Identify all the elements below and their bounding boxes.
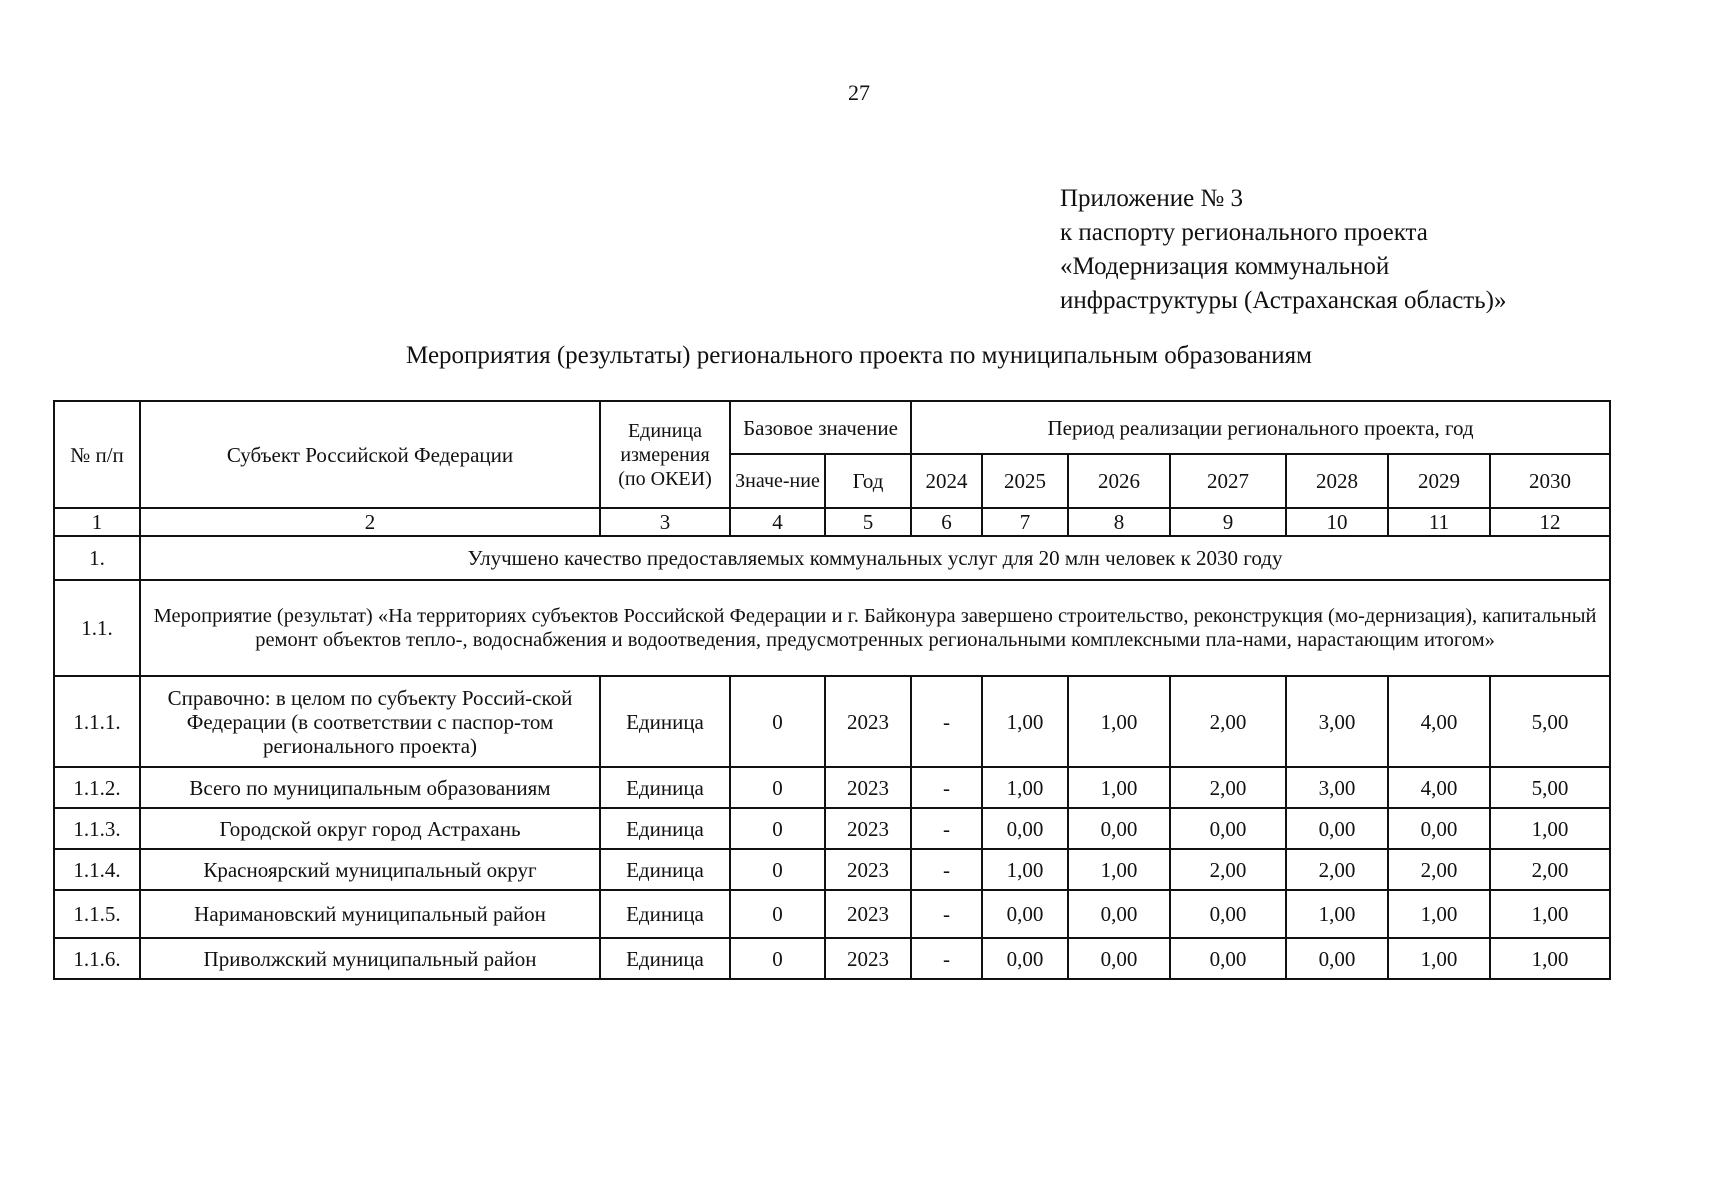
row-num: 1.1.2. [54, 767, 140, 808]
row-unit: Единица [600, 808, 730, 849]
header-year: 2026 [1068, 454, 1170, 508]
goal-text: Улучшено качество предоставляемых коммунальных услуг для 20 млн человек к 2030 году [140, 536, 1610, 580]
table-row [54, 676, 1610, 767]
goal-num: 1. [54, 536, 140, 580]
column-number: 4 [730, 508, 825, 536]
row-name: Справочно: в целом по субъекту Россий-ской Федерации (в соответствии с паспор-том регионального проекта) [140, 676, 600, 767]
header-unit: Единица измерения (по ОКЕИ) [600, 401, 730, 508]
row-base-value: 0 [730, 890, 825, 938]
row-value: 0,00 [1286, 938, 1388, 979]
column-number: 2 [140, 508, 600, 536]
row-value: 2,00 [1170, 676, 1286, 767]
row-value: 0,00 [1170, 808, 1286, 849]
row-base-year: 2023 [825, 676, 911, 767]
row-value: 0,00 [982, 890, 1068, 938]
row-value: 1,00 [1388, 938, 1490, 979]
table-row [54, 938, 1610, 979]
row-name: Красноярский муниципальный округ [140, 849, 600, 890]
row-value: 0,00 [1170, 938, 1286, 979]
column-number: 1 [54, 508, 140, 536]
row-value: 2,00 [1490, 849, 1610, 890]
appendix-line: Приложение № 3 [1060, 185, 1244, 212]
appendix-line: инфраструктуры (Астраханская область)» [1060, 287, 1507, 314]
header-subject: Субъект Российской Федерации [140, 401, 600, 508]
appendix-line: к паспорту регионального проекта [1060, 219, 1428, 246]
row-value: 0,00 [1170, 890, 1286, 938]
row-base-year: 2023 [825, 767, 911, 808]
row-name: Наримановский муниципальный район [140, 890, 600, 938]
row-name: Всего по муниципальным образованиям [140, 767, 600, 808]
header-base: Базовое значение [730, 401, 911, 454]
row-num: 1.1.3. [54, 808, 140, 849]
row-value: 1,00 [1068, 767, 1170, 808]
row-num: 1.1.4. [54, 849, 140, 890]
row-value: 0,00 [982, 938, 1068, 979]
column-number: 5 [825, 508, 911, 536]
column-number: 8 [1068, 508, 1170, 536]
column-number: 3 [600, 508, 730, 536]
header-num: № п/п [54, 401, 140, 508]
table-row [54, 808, 1610, 849]
event-num: 1.1. [54, 580, 140, 676]
row-base-value: 0 [730, 676, 825, 767]
table-row [54, 767, 1610, 808]
results-table [53, 400, 1611, 980]
header-year: 2024 [911, 454, 982, 508]
column-number: 12 [1490, 508, 1610, 536]
table-row [54, 849, 1610, 890]
row-value: 0,00 [1286, 808, 1388, 849]
row-unit: Единица [600, 767, 730, 808]
row-value: 1,00 [1490, 938, 1610, 979]
row-value: 5,00 [1490, 767, 1610, 808]
row-value: 1,00 [982, 676, 1068, 767]
header-year: 2029 [1388, 454, 1490, 508]
row-value: 0,00 [1068, 890, 1170, 938]
column-number: 7 [982, 508, 1068, 536]
header-year: 2025 [982, 454, 1068, 508]
column-number: 9 [1170, 508, 1286, 536]
row-base-year: 2023 [825, 938, 911, 979]
appendix-block [1060, 182, 1506, 318]
table-row [54, 890, 1610, 938]
row-value: 4,00 [1388, 676, 1490, 767]
row-base-year: 2023 [825, 849, 911, 890]
row-base-value: 0 [730, 767, 825, 808]
column-number: 10 [1286, 508, 1388, 536]
row-value: 2,00 [1286, 849, 1388, 890]
row-value: 0,00 [1068, 808, 1170, 849]
row-name: Городской округ город Астрахань [140, 808, 600, 849]
row-unit: Единица [600, 849, 730, 890]
row-base-year: 2023 [825, 890, 911, 938]
appendix-line: «Модернизация коммунальной [1060, 253, 1390, 280]
row-value: 2,00 [1170, 767, 1286, 808]
column-number: 6 [911, 508, 982, 536]
header-year: 2030 [1490, 454, 1610, 508]
row-value: - [911, 849, 982, 890]
row-value: 0,00 [1068, 938, 1170, 979]
table-title: Мероприятия (результаты) регионального проекта по муниципальным образованиям [406, 342, 1312, 369]
row-base-year: 2023 [825, 808, 911, 849]
row-value: 1,00 [982, 849, 1068, 890]
header-base-value: Значе-ние [730, 454, 825, 508]
row-value: 4,00 [1388, 767, 1490, 808]
row-base-value: 0 [730, 849, 825, 890]
row-num: 1.1.5. [54, 890, 140, 938]
row-value: - [911, 890, 982, 938]
row-value: 1,00 [1490, 890, 1610, 938]
row-value: 3,00 [1286, 767, 1388, 808]
page-number: 27 [848, 80, 870, 105]
row-value: - [911, 938, 982, 979]
row-value: 2,00 [1170, 849, 1286, 890]
row-value: - [911, 767, 982, 808]
event-text: Мероприятие (результат) «На территориях субъектов Российской Федерации и г. Байконура завершено строительство, реконструкция (мо-дернизация), капитальный ремонт объектов тепло-, водоснабжения и водоотведения, предусмотренных региональными комплексными пла-нами, нарастающим итогом» [140, 580, 1610, 676]
column-numbers-row [54, 508, 1610, 536]
row-value: 5,00 [1490, 676, 1610, 767]
row-value: 3,00 [1286, 676, 1388, 767]
header-base-year: Год [825, 454, 911, 508]
row-base-value: 0 [730, 938, 825, 979]
row-num: 1.1.1. [54, 676, 140, 767]
row-value: 1,00 [1388, 890, 1490, 938]
row-value: 1,00 [1286, 890, 1388, 938]
row-value: 1,00 [982, 767, 1068, 808]
row-value: 1,00 [1068, 849, 1170, 890]
row-num: 1.1.6. [54, 938, 140, 979]
column-number: 11 [1388, 508, 1490, 536]
row-unit: Единица [600, 676, 730, 767]
row-value: 0,00 [1388, 808, 1490, 849]
goal-row [54, 536, 1610, 580]
event-row [54, 580, 1610, 676]
row-value: 2,00 [1388, 849, 1490, 890]
row-unit: Единица [600, 890, 730, 938]
header-period: Период реализации регионального проекта, год [911, 401, 1610, 454]
row-value: - [911, 676, 982, 767]
header-year: 2027 [1170, 454, 1286, 508]
row-name: Приволжский муниципальный район [140, 938, 600, 979]
row-value: 1,00 [1490, 808, 1610, 849]
row-base-value: 0 [730, 808, 825, 849]
row-value: 1,00 [1068, 676, 1170, 767]
row-unit: Единица [600, 938, 730, 979]
header-row-1 [54, 401, 1610, 454]
row-value: - [911, 808, 982, 849]
row-value: 0,00 [982, 808, 1068, 849]
header-year: 2028 [1286, 454, 1388, 508]
